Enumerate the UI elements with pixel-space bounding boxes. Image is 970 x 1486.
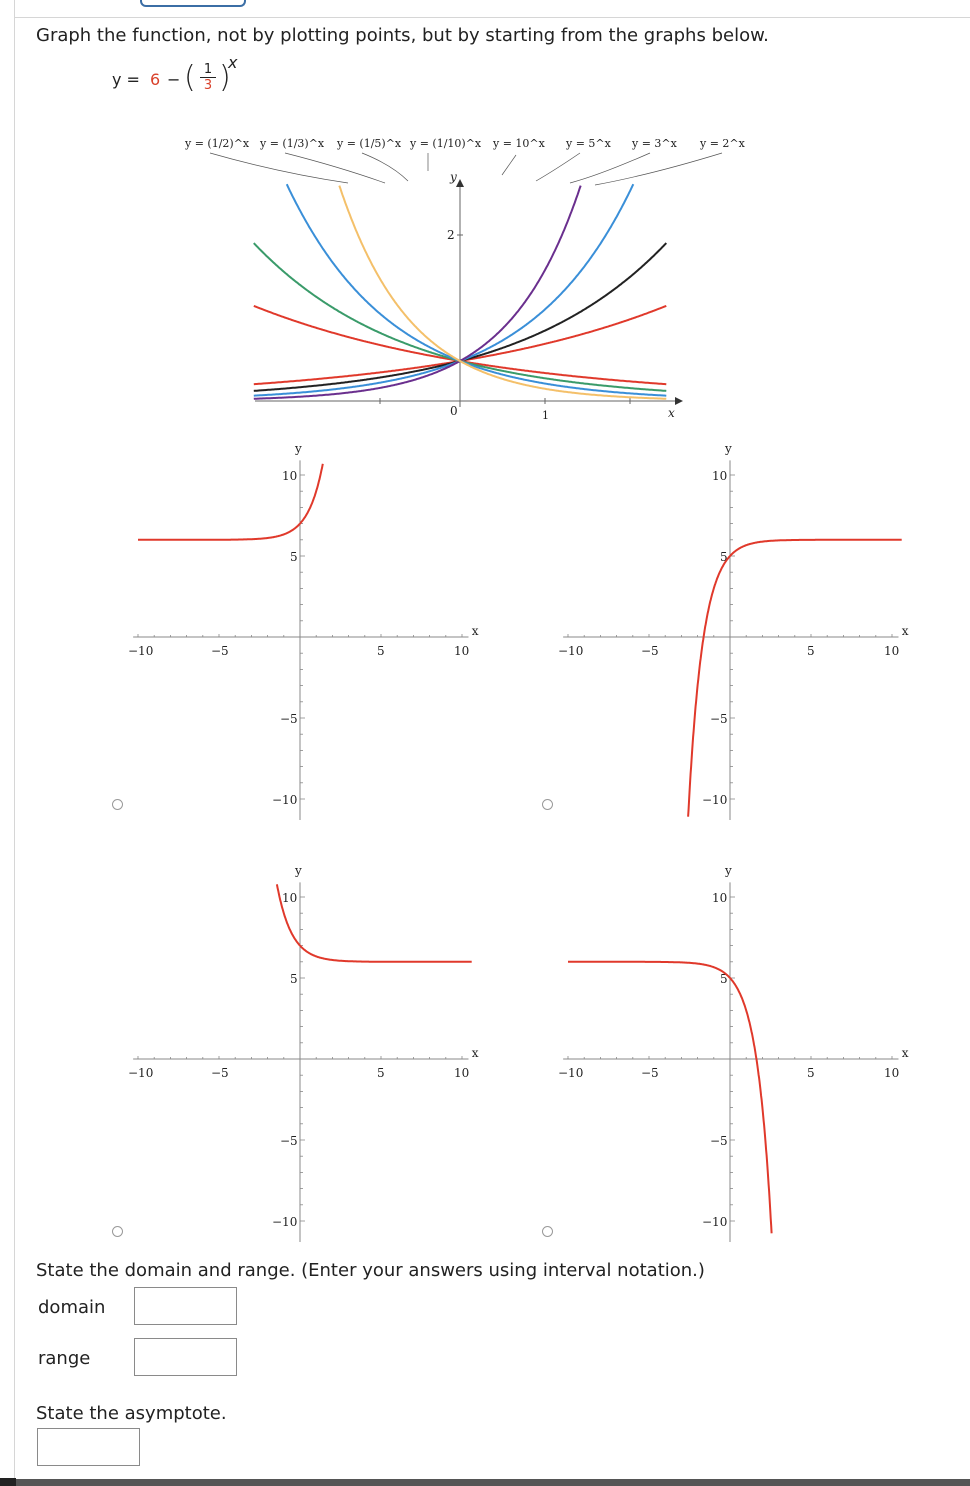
choice-radio-a[interactable]: [112, 799, 123, 810]
reference-exponential-graph: [170, 125, 790, 435]
formula-constant: 6: [150, 70, 161, 89]
top-tab[interactable]: [140, 0, 246, 7]
x-tick-label: 5: [377, 1066, 385, 1080]
ref-tick-label-0: 0: [450, 404, 458, 418]
ref-y-arrow: [456, 179, 464, 187]
x-axis-label: x: [471, 1046, 479, 1060]
pointer-two: [595, 153, 722, 185]
range-input[interactable]: [134, 1338, 237, 1376]
x-tick-label: 10: [454, 644, 470, 658]
function-curve: [688, 540, 902, 817]
x-axis-label: x: [471, 624, 479, 638]
x-tick-label: 5: [807, 644, 815, 658]
content-frame-top: [14, 17, 970, 18]
x-tick-label: 5: [377, 644, 385, 658]
x-tick-label: −10: [558, 644, 584, 658]
ref-x-arrow: [675, 397, 683, 405]
bottom-scroll-bar-left: [0, 1478, 16, 1486]
x-axis-label: x: [901, 624, 909, 638]
fraction-numerator: 1: [203, 62, 213, 77]
label-three: y = 3^x: [632, 137, 677, 150]
y-axis-label: y: [295, 863, 302, 878]
ref-x-label: x: [668, 406, 675, 420]
pointer-ten: [502, 155, 516, 175]
choice-radio-c[interactable]: [112, 1226, 123, 1237]
label-two: y = 2^x: [700, 137, 745, 150]
choice-graph-d: [540, 862, 920, 1252]
y-tick-label: 10: [712, 469, 728, 483]
label-half: y = (1/2)^x: [185, 137, 250, 150]
pointer-five: [536, 153, 580, 181]
pointer-half: [210, 153, 348, 183]
domain-input[interactable]: [134, 1287, 237, 1325]
choice-radio-d[interactable]: [542, 1226, 553, 1237]
y-tick-label: −5: [280, 1134, 298, 1148]
function-curve: [277, 884, 472, 962]
x-tick-label: −5: [211, 644, 229, 658]
choice-graph-b: [540, 440, 920, 830]
y-tick-label: −5: [710, 1134, 728, 1148]
ref-y-label: y: [450, 170, 457, 184]
label-third: y = (1/3)^x: [260, 137, 325, 150]
label-ten: y = 10^x: [493, 137, 545, 150]
fraction-denominator: 3: [203, 78, 213, 93]
x-tick-label: −10: [128, 1066, 154, 1080]
y-tick-label: −10: [272, 793, 298, 807]
y-tick-label: −5: [280, 712, 298, 726]
x-tick-label: 10: [884, 1066, 900, 1080]
y-tick-label: 5: [720, 972, 728, 986]
function-formula: [112, 53, 272, 108]
x-tick-label: −5: [641, 1066, 659, 1080]
y-tick-label: 5: [720, 550, 728, 564]
ref-tick-label-2: 2: [447, 228, 455, 242]
formula-minus: −: [167, 70, 181, 89]
y-tick-label: 10: [712, 891, 728, 905]
formula-lhs: y =: [112, 70, 140, 89]
label-tenth: y = (1/10)^x: [410, 137, 482, 150]
x-axis-label: x: [901, 1046, 909, 1060]
y-tick-label: −10: [702, 1215, 728, 1229]
bottom-scroll-bar[interactable]: [0, 1479, 970, 1486]
problem-prompt: Graph the function, not by plotting points, but by starting from the graphs below.: [36, 25, 769, 46]
domain-range-prompt: State the domain and range. (Enter your answers using interval notation.): [36, 1260, 705, 1281]
y-tick-label: 10: [282, 891, 298, 905]
label-fifth: y = (1/5)^x: [337, 137, 402, 150]
choice-radio-b[interactable]: [542, 799, 553, 810]
domain-label: domain: [38, 1297, 106, 1318]
x-tick-label: −10: [128, 644, 154, 658]
x-tick-label: 5: [807, 1066, 815, 1080]
ref-tick-label-1: 1: [542, 409, 549, 422]
y-tick-label: 10: [282, 469, 298, 483]
y-axis-label: y: [295, 441, 302, 456]
formula-paren-right: ): [219, 60, 231, 95]
choice-graph-c: [110, 862, 490, 1252]
pointer-third: [285, 153, 385, 183]
formula-exponent: x: [228, 53, 238, 72]
formula-fraction: [199, 62, 217, 93]
x-tick-label: −5: [211, 1066, 229, 1080]
y-tick-label: 5: [290, 972, 298, 986]
choice-graph-a: [110, 440, 490, 830]
y-tick-label: −10: [702, 793, 728, 807]
y-axis-label: y: [725, 863, 732, 878]
asymptote-input[interactable]: [37, 1428, 140, 1466]
y-tick-label: 5: [290, 550, 298, 564]
y-tick-label: −5: [710, 712, 728, 726]
x-tick-label: −5: [641, 644, 659, 658]
range-label: range: [38, 1348, 91, 1369]
asymptote-prompt: State the asymptote.: [36, 1403, 227, 1424]
formula-paren-left: (: [184, 60, 196, 95]
x-tick-label: 10: [454, 1066, 470, 1080]
label-five: y = 5^x: [566, 137, 611, 150]
function-curve: [568, 962, 772, 1234]
x-tick-label: −10: [558, 1066, 584, 1080]
y-axis-label: y: [725, 441, 732, 456]
x-tick-label: 10: [884, 644, 900, 658]
pointer-three: [570, 153, 650, 183]
y-tick-label: −10: [272, 1215, 298, 1229]
pointer-fifth: [362, 153, 408, 181]
content-frame-left: [14, 0, 15, 1480]
